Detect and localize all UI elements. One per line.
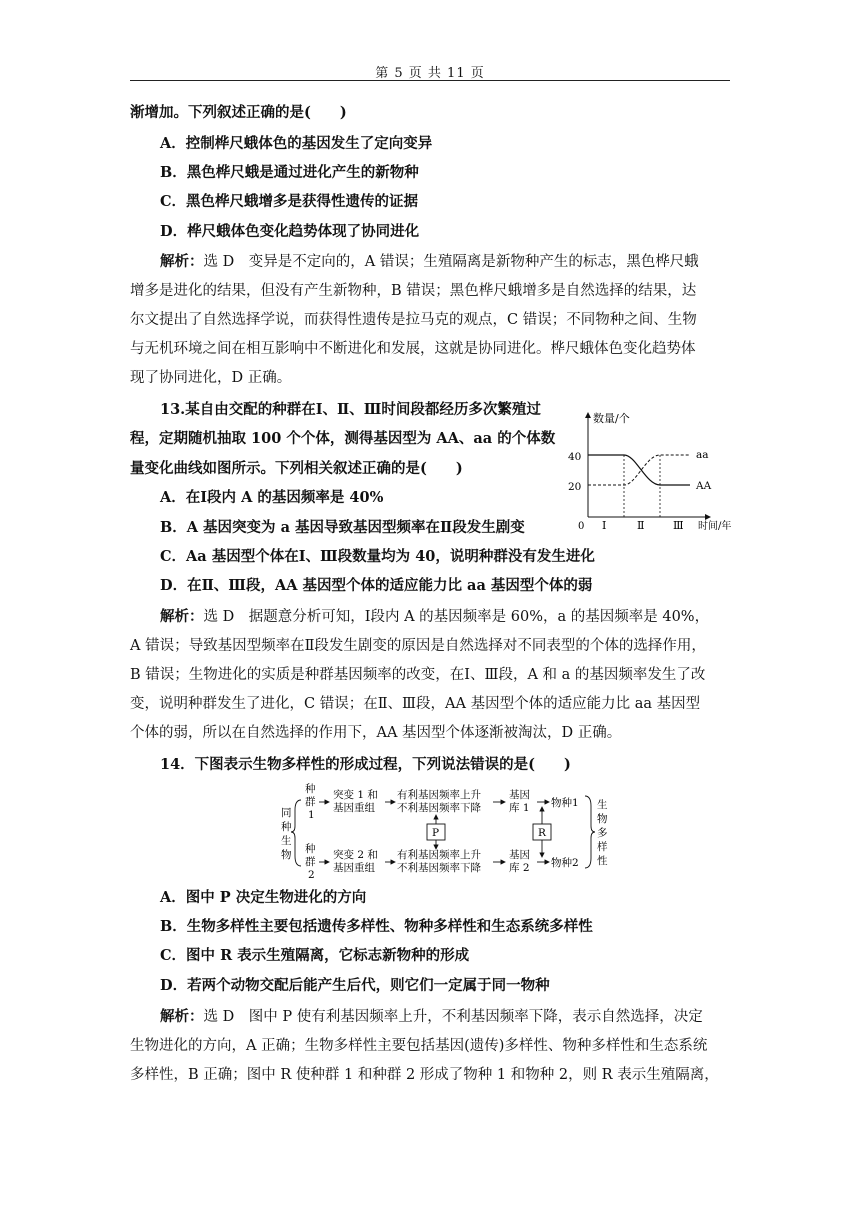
label-freq-down-1: 不利基因频率下降 [397, 802, 481, 814]
q12-option-b: B．黑色桦尺蛾是通过进化产生的新物种 [160, 164, 419, 181]
chart-y-label: 数量/个 [593, 412, 630, 425]
q14-option-b: B．生物多样性主要包括遗传多样性、物种多样性和生态系统多样性 [160, 918, 593, 935]
chart-y-tick-40: 40 [568, 451, 582, 463]
label-biodiversity-1: 生 [597, 799, 608, 811]
q12-analysis-line-2: 增多是进化的结果，但没有产生新物种，B 错误；黑色桦尺蛾增多是自然选择的结果，达 [130, 283, 697, 299]
q12-analysis-line-3: 尔文提出了自然选择学说，而获得性遗传是拉马克的观点，C 错误；不同物种之间、生物 [130, 312, 697, 328]
q13-analysis-line-4: 变，说明种群发生了进化，C 错误；在Ⅱ、Ⅲ段，AA 基因型个体的适应能力比 aa 基因型 [130, 696, 701, 712]
chart-origin: 0 [578, 521, 585, 532]
label-species2: 物种2 [551, 857, 579, 869]
q12-option-a: A．控制桦尺蛾体色的基因发生了定向变异 [160, 135, 433, 152]
chart-series-AA [588, 455, 690, 485]
label-pop1-2: 群 [305, 796, 316, 808]
q12-analysis-text: 选 D 变异是不定向的，A 错误；生殖隔离是新物种产生的标志，黑色桦尺蛾 [203, 254, 699, 270]
q12-analysis-line-5: 现了协同进化，D 正确。 [130, 370, 292, 386]
q14-analysis-line-2: 生物进化的方向，A 正确；生物多样性主要包括基因(遗传)多样性、物种多样性和生态系统 [130, 1038, 708, 1054]
q14-stem: 14．下图表示生物多样性的形成过程，下列说法错误的是( ) [160, 756, 571, 773]
chart-y-tick-20: 20 [568, 481, 582, 493]
page-header: 第 5 页 共 11 页 [375, 66, 485, 81]
chart-series-label-aa: aa [696, 449, 709, 461]
q13-stem-line-1: 13.某自由交配的种群在Ⅰ、Ⅱ、Ⅲ时间段都经历多次繁殖过 [160, 401, 541, 418]
label-biodiversity-4: 样 [597, 841, 608, 853]
label-pool2-1: 基因 [509, 849, 530, 861]
label-pop1-1: 种 [305, 783, 316, 795]
q13-option-b: B．A 基因突变为 a 基因导致基因型频率在Ⅱ段发生剧变 [160, 519, 525, 536]
chart-series-label-AA: AA [696, 480, 712, 492]
q13-option-d: D．在Ⅱ、Ⅲ段，AA 基因型个体的适应能力比 aa 基因型个体的弱 [160, 577, 593, 594]
chart-x-tick-2: Ⅱ [637, 519, 645, 532]
q13-analysis-label: 解析： [160, 608, 204, 625]
q14-diversity-diagram [275, 782, 615, 882]
label-biodiversity-5: 性 [597, 855, 608, 867]
label-pop1-3: 1 [308, 809, 315, 821]
label-pool1-2: 库 1 [509, 802, 530, 814]
q13-analysis-line-1 [160, 607, 709, 627]
q14-option-c: C．图中 R 表示生殖隔离，它标志新物种的形成 [160, 947, 470, 964]
q14-analysis-text: 选 D 图中 P 使有利基因频率上升，不利基因频率下降，表示自然选择，决定 [203, 1009, 703, 1025]
q14-analysis-line-1 [160, 1007, 703, 1027]
chart-x-label: 时间/年 [698, 521, 732, 532]
label-box-r: R [538, 827, 546, 839]
label-pop2-2: 群 [305, 856, 316, 868]
chart-x-tick-1: Ⅰ [602, 519, 607, 532]
label-biodiversity-2: 物 [597, 813, 608, 825]
label-pop2-3: 2 [308, 869, 315, 881]
q13-analysis-text: 选 D 据题意分析可知，Ⅰ段内 A 的基因频率是 60%，a 的基因频率是 40%， [203, 609, 710, 625]
brace-right [585, 796, 595, 868]
q13-stem-line-2: 程，定期随机抽取 100 个个体，测得基因型为 AA、aa 的个体数 [130, 430, 556, 447]
label-mut1-2: 基因重组 [333, 802, 375, 814]
label-same-species-3: 生 [281, 835, 292, 847]
q13-stem-line-3: 量变化曲线如图所示。下列相关叙述正确的是( ) [130, 460, 463, 477]
q12-stem-tail: 渐增加。下列叙述正确的是( ) [130, 104, 347, 121]
label-pool2-2: 库 2 [509, 862, 530, 874]
label-species1: 物种1 [551, 797, 579, 809]
chart-x-tick-3: Ⅲ [673, 519, 684, 532]
label-pop2-1: 种 [305, 843, 316, 855]
label-pool1-1: 基因 [509, 789, 530, 801]
q13-analysis-line-2: A 错误；导致基因型频率在Ⅱ段发生剧变的原因是自然选择对不同表型的个体的选择作用， [130, 638, 706, 654]
label-mut1-1: 突变 1 和 [333, 789, 378, 801]
q13-analysis-line-5: 个体的弱，所以在自然选择的作用下，AA 基因型个体逐渐被淘汰，D 正确。 [130, 725, 622, 741]
label-mut2-2: 基因重组 [333, 862, 375, 874]
label-same-species-2: 种 [281, 821, 292, 833]
label-mut2-1: 突变 2 和 [333, 849, 378, 861]
q12-option-d: D．桦尺蛾体色变化趋势体现了协同进化 [160, 223, 420, 240]
q13-analysis-line-3: B 错误；生物进化的实质是种群基因频率的改变，在Ⅰ、Ⅲ段，A 和 a 的基因频率发生了改 [130, 667, 706, 683]
q14-analysis-line-3: 多样性，B 正确；图中 R 使种群 1 和种群 2 形成了物种 1 和物种 2，则 R 表示生殖隔离， [130, 1067, 719, 1083]
label-freq-up-1: 有利基因频率上升 [397, 789, 481, 801]
brace-left [291, 800, 301, 866]
q14-analysis-label: 解析： [160, 1008, 204, 1025]
q13-line-chart [560, 405, 750, 535]
q12-option-c: C．黑色桦尺蛾增多是获得性遗传的证据 [160, 193, 419, 210]
label-freq-up-2: 有利基因频率上升 [397, 849, 481, 861]
chart-series-aa [588, 455, 690, 485]
label-same-species-1: 同 [281, 807, 292, 819]
q12-analysis-label: 解析： [160, 253, 204, 270]
header-rule [130, 80, 730, 81]
q13-option-c: C．Aa 基因型个体在Ⅰ、Ⅲ段数量均为 40，说明种群没有发生进化 [160, 548, 595, 565]
label-box-p: P [432, 827, 440, 839]
label-same-species-4: 物 [281, 849, 292, 861]
q13-option-a: A．在Ⅰ段内 A 的基因频率是 40% [160, 489, 384, 506]
q14-option-d: D．若两个动物交配后能产生后代，则它们一定属于同一物种 [160, 977, 550, 994]
q14-option-a: A．图中 P 决定生物进化的方向 [160, 889, 367, 906]
label-freq-down-2: 不利基因频率下降 [397, 862, 481, 874]
label-biodiversity-3: 多 [597, 827, 608, 839]
q12-analysis-line-4: 与无机环境之间在相互影响中不断进化和发展，这就是协同进化。桦尺蛾体色变化趋势体 [130, 341, 696, 357]
q12-analysis-line-1 [160, 252, 730, 272]
